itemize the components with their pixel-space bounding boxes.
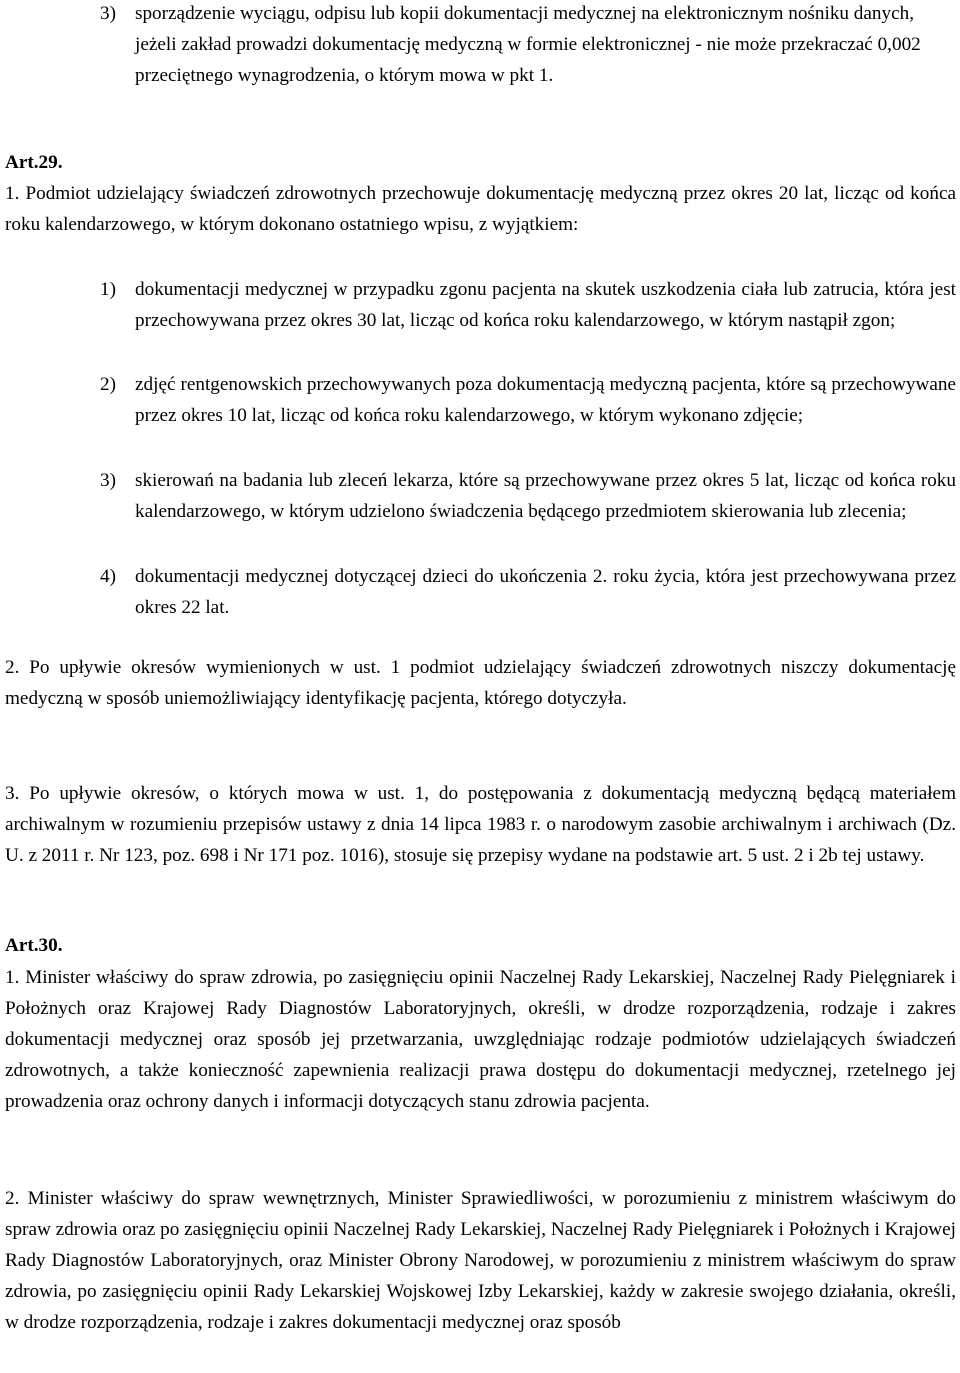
list-item xyxy=(100,0,956,91)
paragraph: 2. Minister właściwy do spraw wewnętrznych, Minister Sprawiedliwości, w porozumieniu z ministrem właściwym do spraw zdrowia oraz po zasięgnięciu opinii Naczelnej Rady Lekarskiej, Naczelnej Rady Pielęgniarek i Położnych i Krajowej Rady Diagnostów Laboratoryjnych, oraz Minister Obrony Narodowej, w porozumieniu z ministrem właściwym do spraw zdrowia, po zasięgnięciu opinii Rady Lekarskiej Wojskowej Izby Lekarskiej, każdy w zakresie swojego działania, określi, w drodze rozporządzenia, rodzaje i zakres dokumentacji medycznej oraz sposób xyxy=(5,1188,956,1333)
list-item-number: 4) xyxy=(100,566,116,587)
list-item-number: 3) xyxy=(100,470,116,491)
paragraph: 1. Minister właściwy do spraw zdrowia, po zasięgnięciu opinii Naczelnej Rady Lekarskiej, Naczelnej Rady Pielęgniarek i Położnych oraz Krajowej Rady Diagnostów Laboratoryjnych, określi, w drodze rozporządzenia, rodzaje i zakres dokumentacji medycznej oraz sposób jej przetwarzania, uwzględniając rodzaje podmiotów udzielających świadczeń zdrowotnych, a także konieczność zapewnienia realizacji prawa dostępu do dokumentacji medycznej, rzetelnego jej prowadzenia oraz ochrony danych i informacji dotyczących stanu zdrowia pacjenta. xyxy=(5,967,956,1112)
list-item-text: skierowań na badania lub zleceń lekarza, które są przechowywane przez okres 5 lat, licząc od końca roku kalendarzowego, w którym udzielono świadczenia będącego przedmiotem skierowania lub zlecenia; xyxy=(135,470,956,522)
paragraph: 1. Podmiot udzielający świadczeń zdrowotnych przechowuje dokumentację medyczną przez okres 20 lat, licząc od końca roku kalendarzowego, w którym dokonano ostatniego wpisu, z wyjątkiem: xyxy=(5,183,956,235)
article-heading: Art.30. xyxy=(5,935,63,956)
paragraph: 3. Po upływie okresów, o których mowa w ust. 1, do postępowania z dokumentacją medyczną będącą materiałem archiwalnym w rozumieniu przepisów ustawy z dnia 14 lipca 1983 r. o narodowym zasobie archiwalnym i archiwach (Dz. U. z 2011 r. Nr 123, poz. 698 i Nr 171 poz. 1016), stosuje się przepisy wydane na podstawie art. 5 ust. 2 i 2b tej ustawy. xyxy=(5,783,956,866)
list-item xyxy=(100,561,956,623)
list-item-text: dokumentacji medycznej dotyczącej dzieci do ukończenia 2. roku życia, która jest przechowywana przez okres 22 lat. xyxy=(135,566,956,618)
list-item-number: 3) xyxy=(100,3,116,24)
list-item-number: 2) xyxy=(100,374,116,395)
list-item-text: zdjęć rentgenowskich przechowywanych poza dokumentacją medyczną pacjenta, które są przechowywane przez okres 10 lat, licząc od końca roku kalendarzowego, w którym wykonano zdjęcie; xyxy=(135,374,956,426)
article-heading: Art.29. xyxy=(5,152,63,173)
list-item xyxy=(100,465,956,527)
list-item-text: sporządzenie wyciągu, odpisu lub kopii dokumentacji medycznej na elektronicznym nośniku danych, jeżeli zakład prowadzi dokumentację medyczną w formie elektronicznej - nie może przekraczać 0,002 przeciętnego wynagrodzenia, o którym mowa w pkt 1. xyxy=(135,3,921,86)
paragraph: 2. Po upływie okresów wymienionych w ust. 1 podmiot udzielający świadczeń zdrowotnych niszczy dokumentację medyczną w sposób uniemożliwiający identyfikację pacjenta, którego dotyczyła. xyxy=(5,657,956,709)
list-item xyxy=(100,274,956,336)
list-item-text: dokumentacji medycznej w przypadku zgonu pacjenta na skutek uszkodzenia ciała lub zatrucia, która jest przechowywana przez okres 30 lat, licząc od końca roku kalendarzowego, w którym nastąpił zgon; xyxy=(135,279,956,331)
list-item-number: 1) xyxy=(100,279,116,300)
list-item xyxy=(100,369,956,431)
